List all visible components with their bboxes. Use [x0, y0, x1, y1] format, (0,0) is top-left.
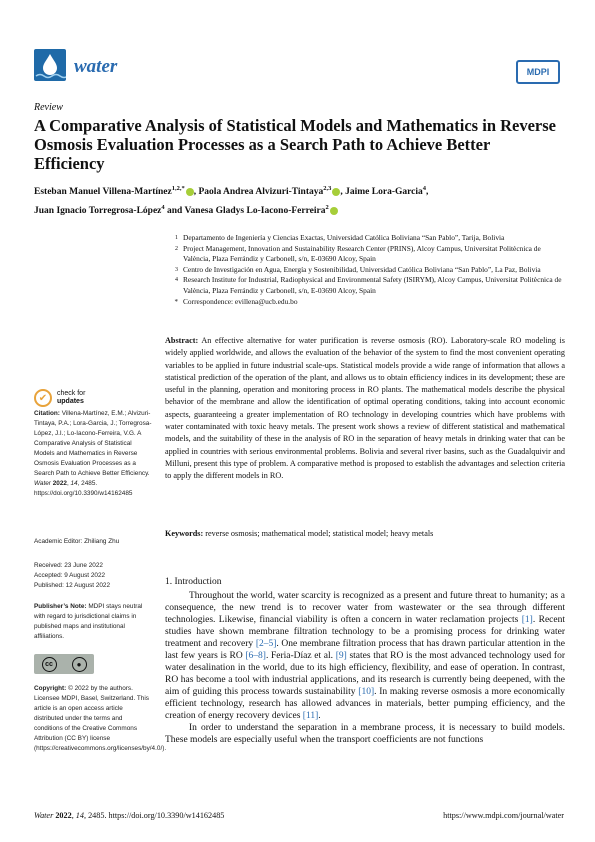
- accepted-date: Accepted: 9 August 2022: [34, 572, 106, 579]
- footer-journal-url[interactable]: https://www.mdpi.com/journal/water: [443, 811, 564, 820]
- journal-logo: [34, 49, 66, 81]
- footer-doi[interactable]: , 2485. https://doi.org/10.3390/w14162485: [83, 811, 225, 820]
- citation-year: 2022: [52, 480, 67, 487]
- orcid-icon[interactable]: [330, 207, 338, 215]
- keywords: [165, 528, 565, 540]
- affiliation-number: *: [174, 297, 178, 306]
- paragraph: [165, 590, 565, 722]
- copyright-text: © 2022 by the authors. Licensee MDPI, Basel, Switzerland. This article is an open access article distributed under the terms and conditions of the Creative Commons Attribution (CC BY) license (https://creativecommons.org/licenses/by/4.0/).: [34, 685, 167, 752]
- dates: [34, 561, 152, 591]
- academic-editor: Academic Editor: Zhiliang Zhu: [34, 538, 120, 545]
- author: Juan Ignacio Torregrosa-López: [34, 206, 162, 217]
- copyright-label: Copyright:: [34, 685, 67, 692]
- check-updates-line2: updates: [57, 398, 84, 405]
- citation-link[interactable]: [11]: [302, 711, 319, 721]
- page-footer: [34, 811, 564, 820]
- text: states that RO is the most advanced technology used for water desalination in the world, due to its high efficiency, flexibility, and ease of operation. In contrast, RO has become a tool with industrial applications, and its research is currently being deepened, with the aim of guiding this process towards sustainability: [165, 651, 566, 697]
- abstract: [165, 335, 565, 483]
- citation-link[interactable]: [2–5]: [255, 639, 277, 649]
- footer-citation: Water 2022, 14, 2485. https://doi.org/10.3390/w14162485: [34, 811, 225, 820]
- by-person-icon: ●: [72, 657, 87, 672]
- orcid-icon[interactable]: [186, 188, 194, 196]
- citation-journal: Water: [34, 480, 51, 487]
- citation-text: Villena-Martínez, E.M.; Alvizuri-Tintaya, P.A.; Lora-Garcia, J.; Torregrosa-López, J.I.; Lo-Iacono-Ferreira, V.G. A Comparative Analysis of Statistical Models and Mathematics in Reverse Osmosis Evaluation Processes as a Search Path to Achieve Better Efficiency.: [34, 410, 152, 477]
- article-type: Review: [34, 102, 63, 113]
- publisher-note-label: Publisher’s Note:: [34, 603, 87, 610]
- introduction-body: [165, 590, 565, 746]
- citation-link[interactable]: [10]: [358, 687, 375, 697]
- affiliation-number: 4: [175, 277, 178, 284]
- published-date: Published: 12 August 2022: [34, 582, 111, 589]
- keywords-label: Keywords:: [165, 529, 204, 538]
- abstract-text: An effective alternative for water purification is reverse osmosis (RO). Laboratory-scale RO modeling is widely applied worldwide, and allows the evaluation of the behavior of the system to find the most convenient operating variables to be applied in future industrial scale-ups. Statistical models provide a wide range of information that allows a statistical prediction of the operation of the plant, and allows us to obtain efficiency indices in its development; these are useful in the planning, operation and monitoring process in RO plants. The mathematical models describe the physical behavior of the membrane and allow the identification of optimal operating conditions, taking into account economic aspects, guaranteeing a greater implementation of RO technology in developing countries which have problems with water contaminated with toxic heavy metals. The present work shows a review of different statistical and mathematical models, and the suitability of these in the analysis of RO in the separation of heavy metals in drinking water that can be applied in countries with serious environmental problems. Bolivia and several river basins, such as the Guadalquivir and Milluni, present this type of problem. A comparative method is proposed to establish the advantages and selection criteria to apply the different models in RO.: [165, 336, 565, 481]
- affiliation: [165, 244, 565, 265]
- author: Jaime Lora-Garcia: [345, 187, 423, 198]
- received-date: Received: 23 June 2022: [34, 562, 103, 569]
- affiliations: [165, 233, 565, 307]
- footer-year: 2022: [55, 811, 72, 820]
- citation-link[interactable]: [1]: [521, 615, 533, 625]
- author: Paola Andrea Alvizuri-Tintaya: [198, 187, 324, 198]
- cc-icon: cc: [42, 657, 57, 672]
- citation-volume: 14: [70, 480, 78, 487]
- publisher-note: [34, 602, 152, 642]
- check-for-updates-badge[interactable]: [34, 389, 85, 407]
- text: .: [318, 711, 321, 721]
- paragraph: In order to understand the separation in a membrane process, it is necessary to build models. These models are especially useful when the transport coefficients are not functions: [165, 723, 565, 745]
- affiliation-text: Departamento de Ingeniería y Ciencias Exactas, Universidad Católica Boliviana “San Pablo”, Tarija, Bolivia: [183, 233, 505, 242]
- citation-block: Citation: Villena-Martínez, E.M.; Alvizuri-Tintaya, P.A.; Lora-Garcia, J.; Torregrosa-López, J.I.; Lo-Iacono-Ferreira, V.G. A Comparative Analysis of Statistical Models and Mathematics in Reverse Osmosis Evaluation Processes as a Search Path to Achieve Better Efficiency. Water 2022, 14, 2485. https://doi.org/10.3390/w14162485: [34, 410, 152, 497]
- author-affil: 2: [325, 204, 329, 212]
- citation-link[interactable]: [9]: [335, 651, 347, 661]
- author-list: [34, 181, 564, 219]
- abstract-label: Abstract:: [165, 336, 199, 345]
- author-affil: 4: [161, 204, 165, 212]
- article-title: A Comparative Analysis of Statistical Models and Mathematics in Reverse Osmosis Evaluation Processes as a Search Path to Achieve Better Efficiency: [34, 116, 556, 173]
- affiliation-number: 1: [175, 235, 178, 241]
- author-sep: ,: [426, 187, 429, 198]
- affiliation: [165, 275, 565, 296]
- section-heading: 1. Introduction: [165, 577, 222, 587]
- author-sep: and: [164, 206, 185, 217]
- author-affil: 2,3: [323, 185, 332, 192]
- author-sep: ,: [193, 187, 199, 198]
- affiliation-number: 3: [175, 266, 178, 273]
- affiliation-text: Correspondence: evillena@ucb.edu.bo: [183, 296, 298, 306]
- citation-doi[interactable]: , 2485. https://doi.org/10.3390/w14162485: [34, 480, 133, 497]
- text: Throughout the world, water scarcity is recognized as a present and future threat to humanity; as a consequence, the new trend is to recover water from wastewater or the sea through different technologies. Likewise, financial viability is often a concern in water reclamation projects: [165, 591, 565, 625]
- affiliation: [165, 265, 565, 276]
- text: . Recent studies have shown membrane filtration technology to be a promising process for drinking water treatment and recovery: [165, 615, 565, 649]
- author: Vanesa Gladys Lo-Iacono-Ferreira: [184, 206, 326, 217]
- check-updates-icon: ✔: [34, 389, 52, 407]
- affiliation-text: Research Institute for Industrial, Radiophysical and Environmental Safety (ISIRYM), Alcoy Campus, Universitat Politècnica de València, Plaza Ferrándiz y Carbonell, s/n, E-03690 Alcoy, Spain: [183, 275, 562, 295]
- footer-journal: Water: [34, 811, 54, 820]
- water-drop-icon: [34, 49, 66, 81]
- text: . In making reverse osmosis a more economically efficient technology, research has allowed advances in materials, better pumping efficiency, and the creation of energy recovery devices: [165, 687, 565, 721]
- copyright: [34, 684, 167, 754]
- check-updates-line1: check for: [57, 390, 86, 397]
- text: . Feria-Díaz et al.: [265, 651, 336, 661]
- publisher-logo: MDPI: [516, 60, 560, 84]
- keywords-text: reverse osmosis; mathematical model; statistical model; heavy metals: [205, 529, 434, 538]
- citation-link[interactable]: [6–8]: [245, 651, 266, 661]
- citation-label: Citation:: [34, 410, 60, 417]
- author-affil: 1,2,*: [171, 185, 185, 192]
- author-affil: 4: [422, 185, 427, 192]
- journal-name: water: [74, 56, 118, 77]
- publisher-note-text: MDPI stays neutral with regard to jurisdictional claims in published maps and institutional affiliations.: [34, 603, 143, 640]
- affiliation-text: Centro de Investigación en Agua, Energía y Sostenibilidad, Universidad Católica Boliviana “San Pablo”, La Paz, Bolivia: [183, 264, 541, 274]
- affiliation: [165, 233, 565, 244]
- author: Esteban Manuel Villena-Martínez: [34, 187, 172, 198]
- correspondence: [165, 297, 565, 308]
- cc-by-license-badge[interactable]: [34, 654, 94, 674]
- footer-volume: 14: [75, 811, 84, 820]
- text: . One membrane filtration process that has drawn particular attention in the last few years is RO: [165, 639, 565, 661]
- check-updates-label: [57, 390, 85, 406]
- author-sep: ,: [340, 187, 346, 198]
- affiliation-text: Project Management, Innovation and Sustainability Research Center (PRINS), Alcoy Campus, Universitat Politècnica de València, Plaza Ferrándiz y Carbonell, s/n, E-03690 Alcoy, Spain: [183, 243, 541, 264]
- affiliation-number: 2: [175, 245, 178, 252]
